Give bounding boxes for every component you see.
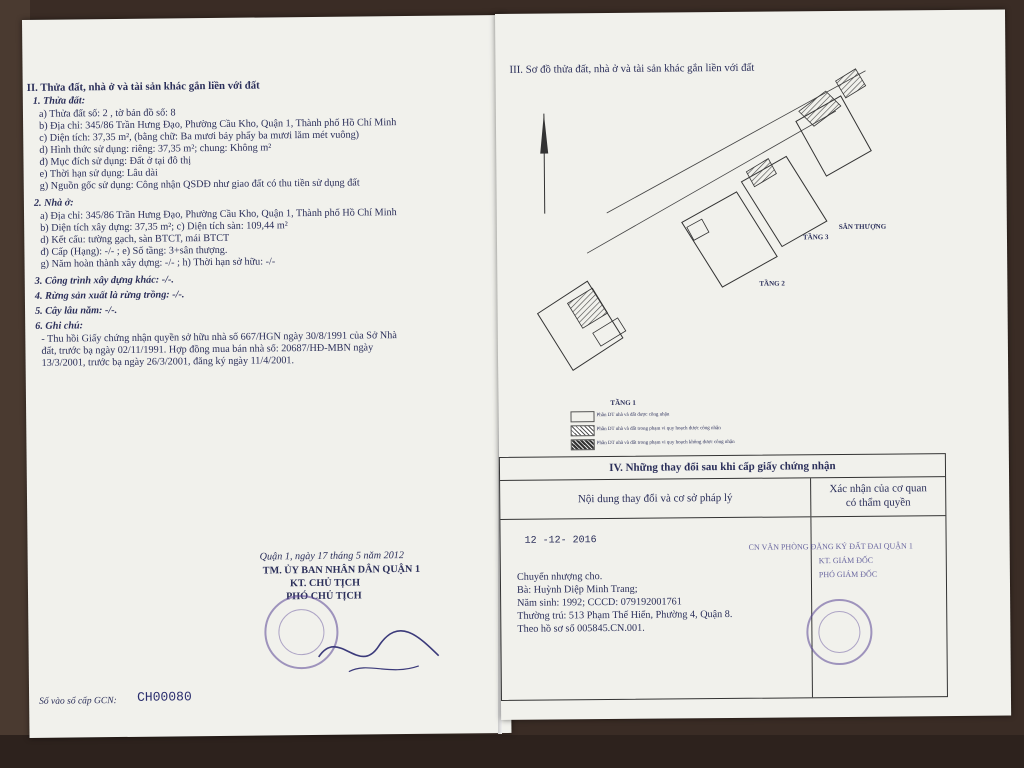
legend-label: Phần DT nhà và đất được công nhận	[596, 412, 670, 419]
change-line: Chuyển nhượng cho.	[516, 571, 603, 583]
office-seal-inner-ring	[818, 611, 860, 653]
house-title: 2. Nhà ở:	[33, 197, 74, 209]
section-4-title: IV. Những thay đổi sau khi cấp giấy chứng nhận	[500, 454, 945, 481]
note-line: đất, trước bạ ngày 02/11/1991. Hợp đồng mua bán nhà số: 20687/HĐ-MBN ngày	[41, 342, 374, 357]
legend-label: Phần DT nhà và đất trong phạm vi quy hoạch không được công nhận	[596, 439, 735, 447]
legend-swatch-planning-unrecognized	[571, 439, 595, 450]
road-boundary	[586, 111, 837, 253]
land-line: c) Diện tích: 37,35 m², (bằng chữ: Ba mươi bảy phẩy ba mươi lăm mét vuông)	[39, 129, 360, 144]
change-line: Năm sinh: 1992; CCCD: 079192001761	[517, 596, 682, 609]
certificate-right-page	[495, 10, 1011, 720]
office-seal	[806, 599, 873, 666]
floor-3-label: TẦNG 3	[802, 233, 829, 242]
land-line: g) Nguồn gốc sử dụng: Công nhận QSDĐ như giao đất có thu tiền sử dụng đất	[39, 177, 360, 192]
col-confirm-header-line: Xác nhận của cơ quan	[829, 482, 927, 496]
change-date: 12 -12- 2016	[524, 535, 597, 547]
rooftop-label: SÂN THƯỢNG	[838, 222, 887, 232]
land-line: d) Hình thức sử dụng: riêng: 37,35 m²; chung: Không m²	[39, 142, 272, 156]
change-line: Theo hồ sơ số 005845.CN.001.	[517, 622, 645, 635]
legend-swatch-recognized	[570, 411, 594, 422]
note-line: - Thu hồi Giấy chứng nhận quyền sở hữu nhà số 667/HGN ngày 30/8/1991 của Sở Nhà	[41, 330, 397, 345]
house-line: đ) Cấp (Hạng): -/- ; e) Số tầng: 3+sân thượng.	[40, 244, 228, 258]
sign-kt: KT. CHỦ TỊCH	[289, 577, 361, 590]
table-surface-bottom	[0, 735, 1024, 768]
office-stamp-line: CN VĂN PHÒNG ĐĂNG KÝ ĐẤT ĐAI QUẬN 1	[748, 541, 913, 552]
house-line: a) Địa chỉ: 345/86 Trần Hưng Đạo, Phường Cầu Kho, Quận 1, Thành phố Hồ Chí Minh	[39, 207, 397, 222]
gcn-label: Số vào sổ cấp GCN:	[39, 696, 117, 707]
house-line: d) Kết cấu: tường gạch, sàn BTCT, mái BTCT	[40, 232, 230, 246]
floor-1-plan	[537, 281, 626, 371]
land-line: e) Thời hạn sử dụng: Lâu dài	[39, 167, 158, 180]
change-line: Bà: Huỳnh Diệp Minh Trang;	[516, 583, 638, 596]
col-content-header: Nội dung thay đổi và cơ sở pháp lý	[500, 478, 811, 519]
house-line: b) Diện tích xây dựng: 37,35 m²; c) Diện tích sàn: 109,44 m²	[40, 220, 288, 234]
col-confirm-header-line: có thẩm quyền	[845, 496, 911, 509]
floor-1-label: TẦNG 1	[610, 398, 636, 408]
legend-swatch-planning	[571, 425, 595, 436]
section-3-title: III. Sơ đồ thửa đất, nhà ở và tài sản khác gắn liền với đất	[509, 61, 755, 76]
section-2-title: II. Thửa đất, nhà ở và tài sản khác gắn liền với đất	[26, 79, 260, 94]
certificate-left-page	[22, 15, 511, 738]
house-line: g) Năm hoàn thành xây dựng: -/- ; h) Thời hạn sở hữu: -/-	[40, 256, 276, 270]
land-line: a) Thửa đất số: 2 , tờ bản đồ số: 8	[38, 107, 176, 120]
forest: 4. Rừng sản xuất là rừng trồng: -/-.	[34, 289, 185, 302]
legend-label: Phần DT nhà và đất trong phạm vi quy hoạch được công nhận	[596, 426, 721, 433]
land-title: 1. Thửa đất:	[32, 95, 86, 107]
change-line: Thường trú: 513 Phạm Thế Hiển, Phường 4, Quận 8.	[517, 608, 733, 622]
changes-table-body	[500, 516, 947, 700]
land-line: đ) Mục đích sử dụng: Đất ở tại đô thị	[39, 155, 192, 168]
other-works: 3. Công trình xây dựng khác: -/-.	[34, 274, 174, 287]
sign-organization: TM. ỦY BAN NHÂN DÂN QUẬN 1	[262, 563, 421, 577]
office-stamp-kt: KT. GIÁM ĐỐC	[818, 555, 874, 566]
gcn-number: CH00080	[137, 689, 192, 705]
north-arrow-icon	[540, 114, 549, 214]
notes-title: 6. Ghi chú:	[35, 320, 84, 332]
floor-2-plan	[682, 192, 778, 288]
changes-table-header	[500, 477, 945, 520]
floor-plan-diagram	[495, 10, 1009, 434]
col-confirm-header	[811, 477, 945, 516]
changes-table	[499, 453, 948, 701]
office-stamp-role: PHÓ GIÁM ĐỐC	[818, 569, 878, 580]
handwritten-signature	[308, 615, 459, 687]
perennial-trees: 5. Cây lâu năm: -/-.	[34, 305, 118, 317]
floor-2-label: TẦNG 2	[759, 279, 785, 288]
sign-date: Quận 1, ngày 17 tháng 5 năm 2012	[259, 550, 405, 563]
sign-role: PHÓ CHỦ TỊCH	[285, 590, 362, 603]
note-line: 13/3/2001, trước bạ ngày 26/3/2001, đăng ký ngày 11/4/2001.	[41, 355, 295, 369]
land-line: b) Địa chỉ: 345/86 Trần Hưng Đạo, Phường Cầu Kho, Quận 1, Thành phố Hồ Chí Minh	[39, 117, 397, 132]
rooftop-plan	[795, 69, 871, 177]
